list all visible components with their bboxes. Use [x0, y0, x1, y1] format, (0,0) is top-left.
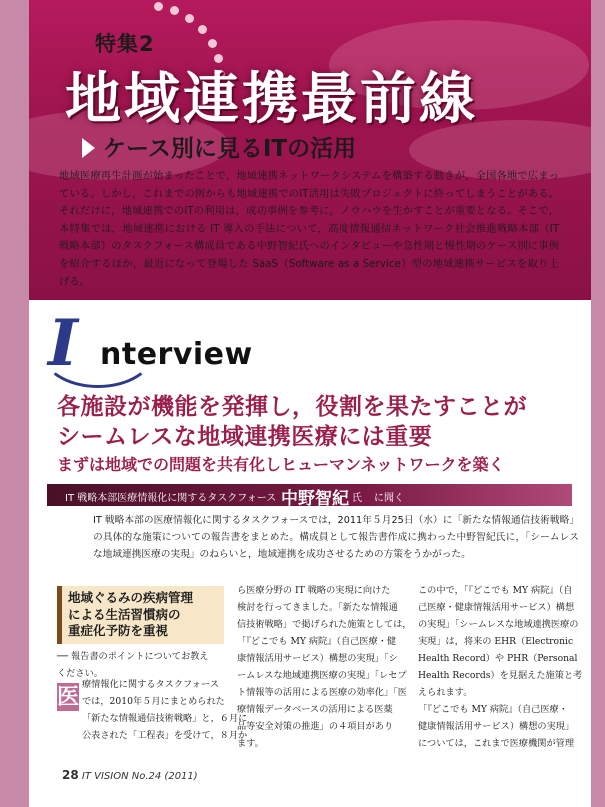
byline-org: IT 戦略本部医療情報化に関するタスクフォース: [65, 493, 277, 504]
page-number: 28: [62, 768, 79, 782]
feature-kicker: 特集2: [95, 32, 155, 56]
byline-name: 中野智紀: [281, 489, 349, 509]
article-subheadline: まずは地域での問題を共有化しヒューマンネットワークを築く: [57, 455, 505, 474]
body-column-3b: 「『どこでも MY 病院』（自己医療・ 健康情報活用サービス）構想の実現」 については，これまで医療機関が管理: [418, 704, 575, 749]
interview-logo-initial: I: [48, 306, 78, 381]
feature-subtitle: [82, 130, 356, 163]
body-column-1: 療情報化に関するタスクフォース では，2010年５月にまとめられた 「新たな情報通信技術戦略」と，６月に 公表された「工程表」を受けて，８月か: [82, 679, 248, 741]
interview-logo-text: nterview: [100, 337, 253, 372]
body-column-2: ら医療分野の IT 戦略の実現に向けた 検討を行ってきました。「新たな情報通 信技術戦略」で掲げられた施策としては， 「『どこでも MY 病院』（自己医療・健 康情報活用サービス）構想の実現」「シ ームレスな地域連携医療の実現」「レセプ ト情報等の活用による医療の効率化」「医 療情報データベースの活用による医薬 品等安全対策の推進」の４項目があり ます。: [237, 585, 412, 749]
triangle-icon: [82, 138, 95, 158]
feature-title: 地域連携最前線: [65, 67, 478, 132]
left-margin-band: [0, 0, 29, 807]
page-footer: [62, 768, 198, 782]
section-heading-box: [57, 586, 224, 644]
byline-ask: に聞く: [374, 493, 404, 504]
byline-honorific: 氏: [352, 493, 362, 504]
magazine-name: IT VISION No.24 (2011): [81, 771, 198, 782]
section-heading: 地域ぐるみの疾病管理 による生活習慣病の 重症化予防を重視: [68, 590, 194, 638]
interview-question: ── 報告書のポイントについてお教え ください。: [57, 651, 209, 679]
feature-subtitle-text: ケース別に見るITの活用: [103, 136, 357, 162]
lead-paragraph: 地域医療再生計画が始まったことで，地域連携ネットワークシステムを構築する動きが，全国各地で広まっている。しかし，これまでの例からも地域連携でのIT活用は失敗プロジェクトに終ってしまうことがある。それだけに，地域連携でのITの利用は，成功事例を参考に，ノウハウを生かすことが重要となる。そこで，本特集では，地域連携における IT 導入の手法について，高度情報通信ネットワーク社会推進戦略本部（IT 戦略本部）のタスクフォース構成員である中野智紀氏へのインタビューや急性期と慢性期のケース別に事例を紹介するほか，最近になって登場した SaaS（Software as a Service）型の地域連携サービスを取り上げる。: [59, 170, 559, 288]
headline-line-2: シームレスな地域連携医療には重要: [57, 423, 433, 450]
headline-line-1: 各施設が機能を発揮し，役割を果たすことが: [57, 393, 527, 420]
body-column-3a: この中で，「『どこでも MY 病院』（自 己医療・健康情報活用サービス）構想 の実現」「シームレスな地域連携医療の 実現」は，将来の EHR（Electronic Health Record）や PHR（Personal Health Records）を見据えた施策と考 えられます。: [418, 585, 583, 698]
intro-paragraph: IT 戦略本部の医療情報化に関するタスクフォースでは，2011年５月25日（水）に「新たな情報通信技術戦略」の具体的な施策についての報告書をまとめた。構成員として報告書作成に携わった中野智紀氏に，「シームレスな地域連携医療の実現」のねらいと，地域連携を成功させるための方策をうかがった。: [93, 515, 579, 560]
right-margin-band: [591, 0, 605, 807]
byline-bar: [47, 484, 572, 509]
article-headline: [57, 392, 527, 452]
drop-cap: 医: [57, 684, 80, 710]
